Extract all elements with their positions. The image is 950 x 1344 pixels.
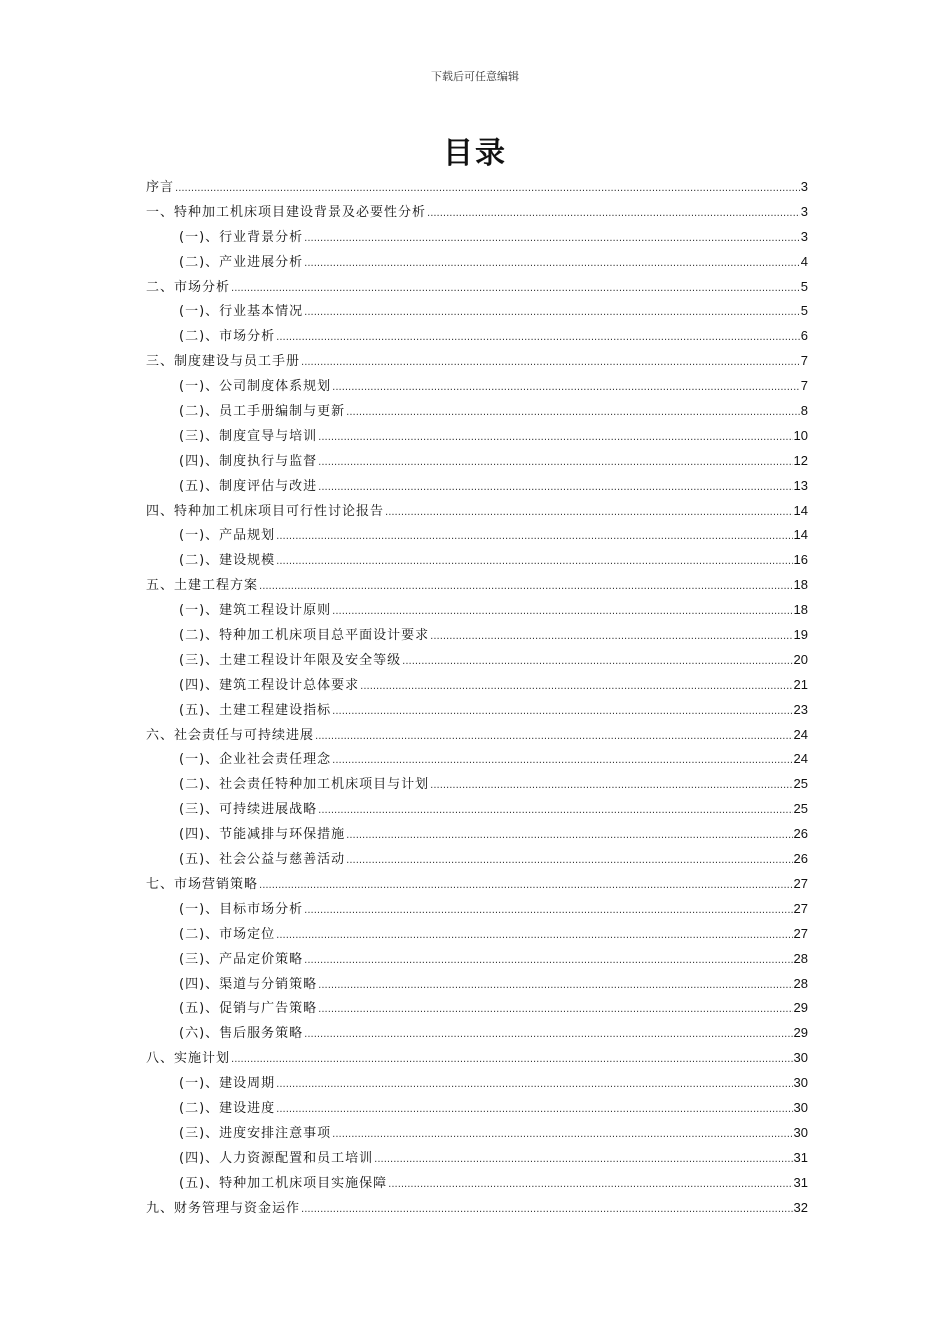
toc-entry-page: 27 bbox=[793, 875, 808, 891]
toc-entry-label: (五)、特种加工机床项目实施保障 bbox=[179, 1175, 388, 1191]
toc-entry[interactable] bbox=[146, 772, 808, 797]
toc-entry-label: (四)、制度执行与监督 bbox=[179, 453, 318, 469]
toc-dot-leader bbox=[304, 899, 792, 924]
toc-entry-page: 19 bbox=[793, 627, 808, 643]
toc-entry-label: (四)、节能减排与环保措施 bbox=[179, 827, 346, 843]
toc-entry-label: 三、制度建设与员工手册 bbox=[146, 354, 301, 370]
toc-dot-leader bbox=[346, 401, 800, 426]
toc-entry-page: 30 bbox=[793, 1050, 808, 1066]
toc-entry[interactable] bbox=[146, 1196, 808, 1221]
toc-dot-leader bbox=[318, 998, 792, 1023]
toc-entry-page: 14 bbox=[793, 502, 808, 518]
toc-entry[interactable] bbox=[146, 648, 808, 673]
toc-entry[interactable] bbox=[146, 623, 808, 648]
toc-entry-label: 四、特种加工机床项目可行性讨论报告 bbox=[146, 503, 385, 519]
toc-entry-page: 4 bbox=[800, 253, 808, 269]
toc-entry[interactable] bbox=[146, 299, 808, 324]
toc-dot-leader bbox=[318, 476, 792, 501]
toc-dot-leader bbox=[315, 725, 793, 750]
toc-entry-page: 18 bbox=[793, 602, 808, 618]
toc-title: 目录 bbox=[443, 136, 507, 171]
toc-dot-leader bbox=[301, 1198, 793, 1223]
toc-dot-leader bbox=[304, 252, 800, 277]
toc-entry-page: 31 bbox=[793, 1149, 808, 1165]
toc-dot-leader bbox=[427, 202, 800, 227]
toc-entry-page: 20 bbox=[793, 651, 808, 667]
toc-entry-page: 5 bbox=[800, 303, 808, 319]
toc-dot-leader bbox=[332, 376, 800, 401]
toc-dot-leader bbox=[374, 1148, 792, 1173]
toc-entry-label: (三)、可持续进展战略 bbox=[179, 802, 318, 818]
toc-entry[interactable] bbox=[146, 250, 808, 275]
toc-entry[interactable] bbox=[146, 922, 808, 947]
toc-dot-leader bbox=[276, 924, 792, 949]
toc-entry-page: 12 bbox=[793, 452, 808, 468]
toc-entry-label: (二)、产业进展分析 bbox=[179, 254, 304, 270]
toc-dot-leader bbox=[318, 974, 792, 999]
toc-entry-label: (一)、行业基本情况 bbox=[179, 304, 304, 320]
toc-entry-page: 7 bbox=[800, 353, 808, 369]
toc-entry[interactable] bbox=[146, 449, 808, 474]
toc-entry[interactable] bbox=[146, 822, 808, 847]
toc-dot-leader bbox=[304, 949, 792, 974]
toc-entry-label: 九、财务管理与资金运作 bbox=[146, 1200, 301, 1216]
toc-entry[interactable] bbox=[146, 972, 808, 997]
toc-dot-leader bbox=[318, 426, 792, 451]
toc-entry-label: (一)、行业背景分析 bbox=[179, 229, 304, 245]
toc-entry[interactable] bbox=[146, 1071, 808, 1096]
toc-entry-page: 21 bbox=[793, 676, 808, 692]
toc-entry[interactable] bbox=[146, 499, 808, 524]
toc-entry-label: (五)、制度评估与改进 bbox=[179, 478, 318, 494]
toc-entry[interactable] bbox=[146, 598, 808, 623]
toc-entry-page: 30 bbox=[793, 1124, 808, 1140]
toc-dot-leader bbox=[276, 1073, 792, 1098]
toc-entry-label: (三)、土建工程设计年限及安全等级 bbox=[179, 652, 402, 668]
toc-entry-page: 16 bbox=[793, 552, 808, 568]
toc-dot-leader bbox=[276, 1098, 792, 1123]
toc-entry-page: 6 bbox=[800, 328, 808, 344]
toc-entry[interactable] bbox=[146, 1146, 808, 1171]
toc-entry[interactable] bbox=[146, 1171, 808, 1196]
table-of-contents bbox=[146, 175, 808, 1220]
toc-entry-label: (二)、员工手册编制与更新 bbox=[179, 404, 346, 420]
toc-entry[interactable] bbox=[146, 424, 808, 449]
toc-entry[interactable] bbox=[146, 573, 808, 598]
toc-dot-leader bbox=[318, 451, 792, 476]
toc-dot-leader bbox=[304, 1023, 792, 1048]
toc-entry-page: 31 bbox=[793, 1174, 808, 1190]
toc-entry-label: (四)、渠道与分销策略 bbox=[179, 976, 318, 992]
toc-entry-page: 30 bbox=[793, 1099, 808, 1115]
toc-entry[interactable] bbox=[146, 996, 808, 1021]
toc-dot-leader bbox=[332, 749, 792, 774]
toc-entry-label: (一)、公司制度体系规划 bbox=[179, 379, 332, 395]
toc-entry[interactable] bbox=[146, 1021, 808, 1046]
toc-entry-label: (一)、建筑工程设计原则 bbox=[179, 603, 332, 619]
toc-entry-page: 3 bbox=[800, 203, 808, 219]
toc-entry[interactable] bbox=[146, 474, 808, 499]
toc-entry-page: 30 bbox=[793, 1075, 808, 1091]
toc-entry-label: (一)、产品规划 bbox=[179, 528, 276, 544]
toc-entry-label: (一)、企业社会责任理念 bbox=[179, 752, 332, 768]
toc-entry-label: 二、市场分析 bbox=[146, 279, 231, 295]
toc-entry-page: 3 bbox=[800, 228, 808, 244]
toc-dot-leader bbox=[304, 301, 800, 326]
toc-dot-leader bbox=[332, 600, 792, 625]
toc-entry-label: (三)、制度宣导与培训 bbox=[179, 428, 318, 444]
toc-entry[interactable] bbox=[146, 797, 808, 822]
header-note: 下载后可任意编辑 bbox=[431, 70, 519, 83]
toc-dot-leader bbox=[301, 351, 800, 376]
toc-entry-label: (二)、市场分析 bbox=[179, 329, 276, 345]
toc-entry-label: (二)、市场定位 bbox=[179, 926, 276, 942]
toc-dot-leader bbox=[402, 650, 792, 675]
toc-dot-leader bbox=[231, 1048, 793, 1073]
toc-entry-label: 序言 bbox=[146, 180, 175, 195]
toc-entry-page: 29 bbox=[793, 1000, 808, 1016]
toc-entry[interactable] bbox=[146, 349, 808, 374]
toc-entry-page: 18 bbox=[793, 577, 808, 593]
toc-entry[interactable] bbox=[146, 723, 808, 748]
toc-entry-label: (三)、产品定价策略 bbox=[179, 951, 304, 967]
toc-entry-page: 25 bbox=[793, 801, 808, 817]
toc-entry-page: 7 bbox=[800, 378, 808, 394]
toc-entry-page: 10 bbox=[793, 427, 808, 443]
toc-entry-label: (二)、社会责任特种加工机床项目与计划 bbox=[179, 777, 430, 793]
toc-dot-leader bbox=[276, 326, 800, 351]
toc-entry[interactable] bbox=[146, 374, 808, 399]
toc-entry-page: 26 bbox=[793, 851, 808, 867]
toc-entry[interactable] bbox=[146, 847, 808, 872]
toc-entry[interactable] bbox=[146, 1121, 808, 1146]
toc-entry-page: 27 bbox=[793, 900, 808, 916]
toc-dot-leader bbox=[175, 177, 800, 202]
toc-entry[interactable] bbox=[146, 523, 808, 548]
toc-dot-leader bbox=[332, 1123, 792, 1148]
toc-entry[interactable] bbox=[146, 872, 808, 897]
toc-entry-label: (一)、目标市场分析 bbox=[179, 901, 304, 917]
toc-entry-page: 8 bbox=[800, 403, 808, 419]
toc-entry[interactable] bbox=[146, 698, 808, 723]
toc-entry-page: 13 bbox=[793, 477, 808, 493]
toc-entry-label: 六、社会责任与可持续进展 bbox=[146, 727, 315, 743]
toc-entry[interactable] bbox=[146, 175, 808, 200]
toc-entry[interactable] bbox=[146, 1046, 808, 1071]
toc-entry-label: (四)、人力资源配置和员工培训 bbox=[179, 1150, 374, 1166]
toc-dot-leader bbox=[231, 277, 800, 302]
toc-entry[interactable] bbox=[146, 673, 808, 698]
toc-dot-leader bbox=[388, 1173, 792, 1198]
toc-entry-page: 14 bbox=[793, 527, 808, 543]
toc-entry[interactable] bbox=[146, 548, 808, 573]
toc-dot-leader bbox=[430, 774, 792, 799]
toc-entry-page: 29 bbox=[793, 1025, 808, 1041]
toc-entry-label: (四)、建筑工程设计总体要求 bbox=[179, 677, 360, 693]
toc-entry-label: (二)、建设规模 bbox=[179, 553, 276, 569]
toc-entry-page: 24 bbox=[793, 751, 808, 767]
toc-entry-label: (二)、建设进度 bbox=[179, 1100, 276, 1116]
toc-entry[interactable] bbox=[146, 200, 808, 225]
toc-entry-page: 32 bbox=[793, 1199, 808, 1215]
toc-entry-page: 24 bbox=[793, 726, 808, 742]
toc-entry[interactable] bbox=[146, 275, 808, 300]
toc-entry-label: (二)、特种加工机床项目总平面设计要求 bbox=[179, 628, 430, 644]
toc-entry-page: 28 bbox=[793, 950, 808, 966]
toc-dot-leader bbox=[346, 849, 792, 874]
toc-dot-leader bbox=[346, 824, 792, 849]
toc-entry-label: (五)、土建工程建设指标 bbox=[179, 702, 332, 718]
toc-entry-label: (六)、售后服务策略 bbox=[179, 1026, 304, 1042]
toc-entry-page: 3 bbox=[800, 179, 808, 194]
toc-entry-label: 五、土建工程方案 bbox=[146, 578, 259, 594]
toc-entry-page: 5 bbox=[800, 278, 808, 294]
toc-entry-label: (五)、社会公益与慈善活动 bbox=[179, 852, 346, 868]
toc-dot-leader bbox=[276, 525, 792, 550]
toc-dot-leader bbox=[332, 700, 792, 725]
toc-entry-label: (三)、进度安排注意事项 bbox=[179, 1125, 332, 1141]
toc-entry-label: 七、市场营销策略 bbox=[146, 876, 259, 892]
toc-entry-label: 八、实施计划 bbox=[146, 1051, 231, 1067]
toc-entry-page: 23 bbox=[793, 701, 808, 717]
toc-entry-page: 26 bbox=[793, 826, 808, 842]
toc-dot-leader bbox=[360, 675, 792, 700]
toc-entry[interactable] bbox=[146, 324, 808, 349]
toc-dot-leader bbox=[259, 874, 793, 899]
toc-entry-label: (五)、促销与广告策略 bbox=[179, 1001, 318, 1017]
toc-entry[interactable] bbox=[146, 399, 808, 424]
toc-dot-leader bbox=[276, 550, 792, 575]
toc-entry-label: 一、特种加工机床项目建设背景及必要性分析 bbox=[146, 204, 427, 220]
toc-dot-leader bbox=[385, 501, 793, 526]
toc-entry[interactable] bbox=[146, 225, 808, 250]
toc-entry-page: 27 bbox=[793, 925, 808, 941]
toc-entry[interactable] bbox=[146, 747, 808, 772]
toc-entry[interactable] bbox=[146, 1096, 808, 1121]
toc-entry[interactable] bbox=[146, 947, 808, 972]
toc-dot-leader bbox=[259, 575, 793, 600]
toc-entry-page: 25 bbox=[793, 776, 808, 792]
toc-dot-leader bbox=[430, 625, 792, 650]
toc-dot-leader bbox=[304, 227, 800, 252]
toc-entry[interactable] bbox=[146, 897, 808, 922]
toc-entry-label: (一)、建设周期 bbox=[179, 1076, 276, 1092]
toc-dot-leader bbox=[318, 799, 792, 824]
toc-entry-page: 28 bbox=[793, 975, 808, 991]
